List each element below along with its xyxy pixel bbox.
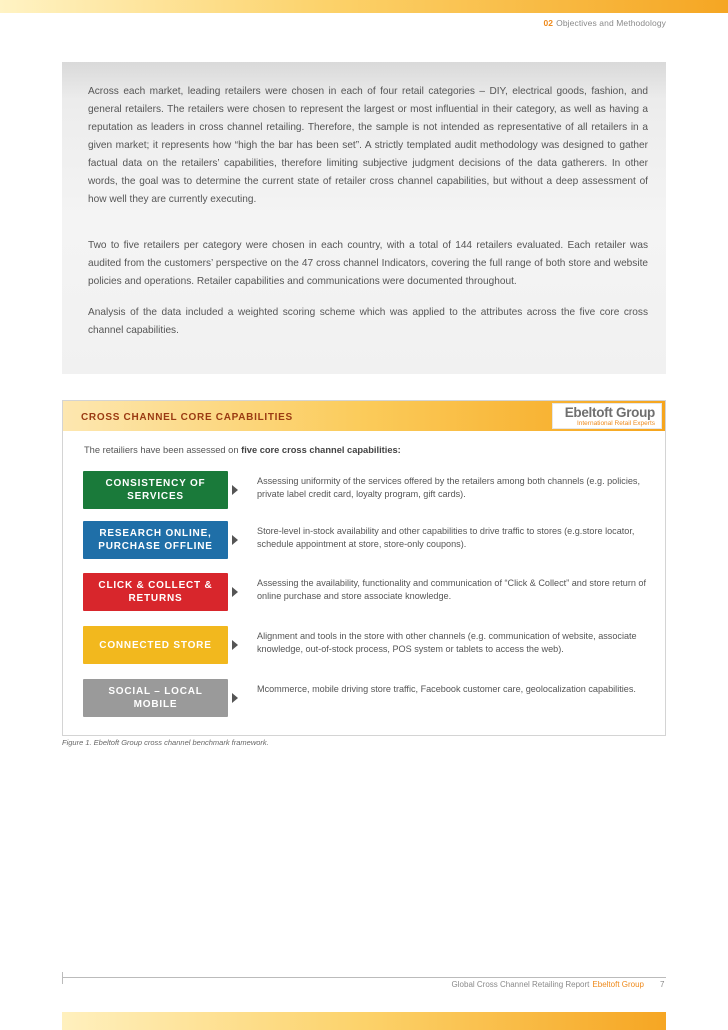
- capabilities-intro: [84, 445, 401, 455]
- arrow-right-icon: [232, 640, 238, 650]
- logo-tagline: International Retail Experts: [576, 420, 655, 427]
- capability-description: Alignment and tools in the store with other channels (e.g. communication of website, associate knowledge, out-of-stock process, POS system or tablets to access the web).: [257, 631, 637, 654]
- arrow-right-icon: [232, 587, 238, 597]
- capability-label-box: SOCIAL – LOCAL MOBILE: [83, 679, 228, 717]
- report-title: Global Cross Channel Retailing Report: [451, 980, 590, 989]
- arrow-right-icon: [232, 535, 238, 545]
- capability-label-box: CONSISTENCY OF SERVICES: [83, 471, 228, 509]
- arrow-right-icon: [232, 693, 238, 703]
- methodology-paragraph: Two to five retailers per category were chosen in each country, with a total of 144 retailers evaluated. Each retailer was audited from the customers’ perspective on the 47 cross channel Indicators, covering the full range of both store and website policies and operations. Retailer capabilities and communications were documented throughout.: [88, 240, 648, 287]
- arrow-right-icon: [232, 485, 238, 495]
- page-number: 7: [660, 980, 665, 989]
- methodology-paragraph: Across each market, leading retailers were chosen in each of four retail categories – DIY, electrical goods, fashion, and general retailers. The retailers were chosen to represent the largest or most influential in their category, as well as having a reputation as leaders in cross channel retailing. Therefore, the sample is not intended as representative of all retailers in a given market; it represents how “high the bar has been set”. A strictly templated audit methodology was designed to gather factual data on the retailers’ capabilities, therefore limiting subjective judgment decisions of the data gatherers. In other words, the goal was to determine the current state of retailer cross channel capabilities, but without a deep assessment of how well they are currently executing.: [88, 86, 648, 205]
- capability-label-box: RESEARCH ONLINE, PURCHASE OFFLINE: [83, 521, 228, 559]
- figure-caption: Figure 1. Ebeltoft Group cross channel benchmark framework.: [62, 738, 269, 747]
- capability-description: Mcommerce, mobile driving store traffic, Facebook customer care, geolocalization capabilities.: [257, 684, 636, 694]
- capability-description: Assessing uniformity of the services offered by the retailers among both channels (e.g. policies, private label credit card, loyalty program, gift cards).: [257, 476, 640, 499]
- footer-divider: [62, 977, 666, 978]
- capabilities-header: [63, 401, 665, 431]
- logo-name: Ebeltoft Group: [564, 405, 655, 420]
- capability-description: Store-level in-stock availability and other capabilities to drive traffic to stores (e.g.store locator, schedule appointment at store, store-only coupons).: [257, 526, 635, 549]
- capability-label-box: CONNECTED STORE: [83, 626, 228, 664]
- intro-emphasis: five core cross channel capabilities:: [241, 445, 401, 455]
- methodology-paragraph: Analysis of the data included a weighted scoring scheme which was applied to the attributes across the five core cross channel capabilities.: [88, 307, 648, 336]
- capability-row: [83, 679, 649, 717]
- capabilities-title: CROSS CHANNEL CORE CAPABILITIES: [81, 412, 293, 423]
- capability-row: [83, 626, 649, 664]
- top-decorative-bar: [0, 0, 728, 13]
- methodology-panel: [62, 62, 666, 374]
- footer-brand: Ebeltoft Group: [592, 980, 644, 989]
- capability-row: [83, 471, 649, 509]
- capability-row: [83, 573, 649, 611]
- section-number: 02: [543, 18, 554, 28]
- intro-text: The retailiers have been assessed on: [84, 445, 242, 455]
- section-title: Objectives and Methodology: [556, 18, 666, 28]
- footer-report-title: [452, 980, 644, 989]
- capability-row: [83, 521, 649, 559]
- footer-tick: [62, 972, 63, 984]
- bottom-decorative-bar: [62, 1012, 666, 1030]
- ebeltoft-logo: [552, 403, 662, 429]
- section-header: [543, 18, 666, 28]
- capability-label-box: CLICK & COLLECT & RETURNS: [83, 573, 228, 611]
- capabilities-figure: [62, 400, 666, 736]
- capability-description: Assessing the availability, functionality and communication of “Click & Collect” and store return of online purchase and store associate knowledge.: [257, 578, 647, 601]
